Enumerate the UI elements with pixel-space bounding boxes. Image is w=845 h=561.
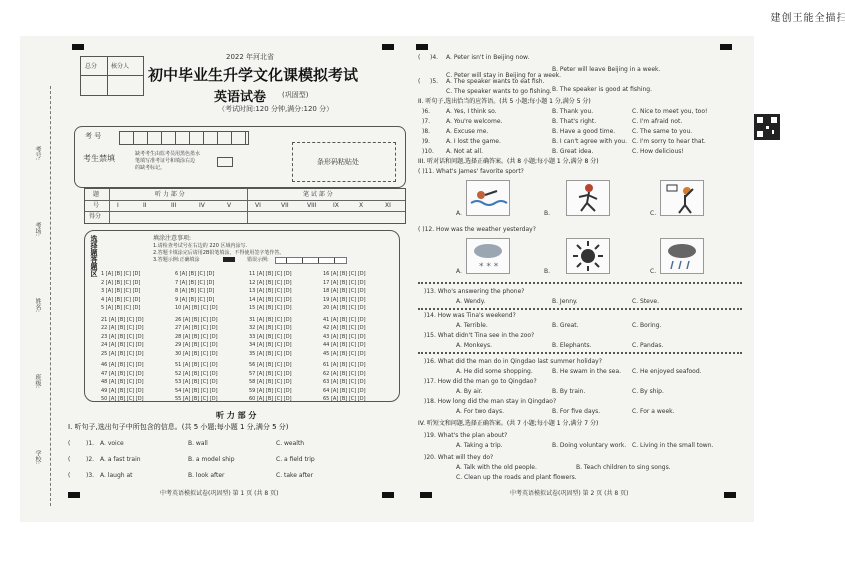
q3-option-a[interactable]: A. laugh at (100, 472, 133, 479)
answer-bubble-group[interactable]: 28 [A] [B] [C] [D] (175, 333, 218, 340)
answer-grid (101, 271, 397, 405)
score-box (80, 56, 144, 96)
section-2-instructions: II. 听句子,选出恰当的应答语。(共 5 小题;每小题 1 分,满分 5 分) (418, 98, 591, 105)
q16-option-a[interactable]: A. He did some shopping. (456, 368, 533, 375)
q19-option-b[interactable]: B. Doing voluntary work. (552, 442, 627, 449)
answer-bubble-group[interactable]: 17 [A] [B] [C] [D] (323, 279, 366, 286)
correct-fill-example (223, 257, 235, 262)
q18-option-c[interactable]: C. For a week. (632, 408, 675, 415)
answer-bubble-group[interactable]: 46 [A] [B] [C] [D] (101, 362, 144, 368)
answer-bubble-group[interactable]: 45 [A] [B] [C] [D] (323, 350, 366, 357)
q20-option-a[interactable]: A. Talk with the old people. (456, 464, 537, 471)
q16-option-b[interactable]: B. He swam in the sea. (552, 368, 622, 375)
q2-bracket: ( (68, 456, 71, 463)
q10-option-c[interactable]: C. How delicious! (632, 148, 684, 155)
answer-bubble-group[interactable]: 21 [A] [B] [C] [D] (101, 316, 144, 323)
q8-option-c[interactable]: C. The same to you. (632, 128, 693, 135)
bubble-row (101, 388, 397, 397)
answer-bubble-group[interactable]: 48 [A] [B] [C] [D] (101, 379, 144, 385)
answer-bubble-group[interactable]: 59 [A] [B] [C] [D] (249, 387, 292, 394)
q17-option-a[interactable]: A. By air. (456, 388, 483, 395)
q12-label-b: B. (544, 268, 551, 275)
q6-option-b[interactable]: B. Thank you. (552, 108, 594, 115)
exam-info: （考试时间:120 分钟,满分:120 分） (218, 105, 334, 113)
q13-question: )13. Who's answering the phone? (424, 288, 525, 295)
q19-option-a[interactable]: A. Taking a trip. (456, 442, 503, 449)
q10-option-a[interactable]: A. Not at all. (446, 148, 484, 155)
score-table-ti: 题 (93, 191, 100, 198)
q4-option-a[interactable]: A. Peter isn't in Beijing now. (446, 54, 530, 61)
sun-icon (567, 239, 609, 273)
score-table-num-1: I (117, 202, 119, 209)
bubble-row (101, 362, 397, 371)
answer-bubble-group[interactable]: 8 [A] [B] [C] [D] (175, 288, 215, 294)
answer-bubble-group[interactable]: 60 [A] [B] [C] [D] (249, 396, 292, 402)
q3-bracket: ( (68, 472, 71, 479)
answer-bubble-group[interactable]: 10 [A] [B] [C] [D] (175, 305, 218, 311)
q12-label-c: C. (650, 268, 657, 275)
score-box-total: 总分 (85, 63, 98, 70)
answer-bubble-group[interactable]: 27 [A] [B] [C] [D] (175, 325, 218, 331)
q17-question: )17. How did the man go to Qingdao? (424, 378, 537, 385)
side-label-name: 姓名: (34, 298, 41, 313)
forbid-text-3: 的缺考标记。 (135, 165, 166, 171)
q13-option-c[interactable]: C. Steve. (632, 298, 660, 305)
q12-question: ( )12. How was the weather yesterday? (418, 226, 536, 233)
answer-bubble-group[interactable]: 42 [A] [B] [C] [D] (323, 325, 366, 331)
registration-mark (420, 492, 432, 498)
answer-bubble-group[interactable]: 50 [A] [B] [C] [D] (101, 396, 144, 402)
qr-code-icon (754, 114, 780, 140)
q17-option-b[interactable]: B. By train. (552, 388, 586, 395)
q18-option-a[interactable]: A. For two days. (456, 408, 505, 415)
exam-title: 初中毕业生升学文化课模拟考试 (148, 66, 359, 84)
answer-bubble-group[interactable]: 15 [A] [B] [C] [D] (249, 305, 292, 311)
q2-option-c[interactable]: C. a field trip (276, 456, 315, 463)
bubble-row (101, 342, 397, 351)
q2-option-a[interactable]: A. a fast train (100, 456, 141, 463)
score-table-num-4: IV (199, 202, 205, 209)
swimming-icon (467, 181, 509, 215)
answer-bubble-group[interactable]: 14 [A] [B] [C] [D] (249, 296, 292, 303)
q18-question: )18. How long did the man stay in Qingdao? (424, 398, 557, 405)
q4-bracket: ( (418, 54, 421, 61)
q6-option-a[interactable]: A. Yes, I think so. (446, 108, 497, 115)
answer-bubble-group[interactable]: 12 [A] [B] [C] [D] (249, 279, 292, 286)
rain-cloud-icon (661, 239, 703, 273)
barcode-area (292, 142, 396, 182)
section-3-instructions: III. 听对话和问题,选择正确答案。(共 8 小题;每小题 1 分,满分 8 分) (418, 158, 599, 165)
right-footer: 中考英语模拟试卷(巩固型) 第 2 页 (共 8 页) (510, 490, 629, 497)
answer-bubble-group[interactable]: 6 [A] [B] [C] [D] (175, 271, 215, 277)
answer-sheet (84, 230, 400, 402)
answer-bubble-group[interactable]: 25 [A] [B] [C] [D] (101, 350, 144, 357)
score-table-num-6: VI (255, 202, 261, 209)
note-3: 3.答题示例:正确填涂 (153, 257, 200, 263)
q4-number: )4. (430, 54, 439, 61)
q15-option-b[interactable]: B. Elephants. (552, 342, 592, 349)
q11-picture-a[interactable] (466, 180, 510, 216)
answer-bubble-group[interactable]: 53 [A] [B] [C] [D] (175, 379, 218, 385)
score-table-num-3: III (171, 202, 177, 209)
answer-bubble-group[interactable]: 20 [A] [B] [C] [D] (323, 305, 366, 311)
bubble-row (101, 297, 397, 306)
answer-bubble-group[interactable]: 43 [A] [B] [C] [D] (323, 333, 366, 340)
answer-bubble-group[interactable]: 64 [A] [B] [C] [D] (323, 387, 366, 394)
q14-option-c[interactable]: C. Boring. (632, 322, 662, 329)
answer-bubble-group[interactable]: 19 [A] [B] [C] [D] (323, 296, 366, 303)
forbid-text-1: 缺考考生由监考员用黑色墨水 (135, 151, 201, 157)
q5-option-c[interactable]: C. The speaker wants to go fishing. (446, 88, 552, 95)
q3-option-b[interactable]: B. look after (188, 472, 225, 479)
answer-bubble-group[interactable]: 29 [A] [B] [C] [D] (175, 342, 218, 348)
score-table-num-11: XI (385, 202, 391, 209)
q11-picture-c[interactable] (660, 180, 704, 216)
q8-option-a[interactable]: A. Excuse me. (446, 128, 489, 135)
q11-label-b: B. (544, 210, 551, 217)
bubble-row (101, 271, 397, 280)
score-table (84, 188, 406, 224)
score-table-written: 笔 试 部 分 (303, 191, 333, 198)
q3-number: )3. (86, 472, 95, 479)
q3-option-c[interactable]: C. take after (276, 472, 314, 479)
answer-bubble-group[interactable]: 49 [A] [B] [C] [D] (101, 387, 144, 394)
q9-option-b[interactable]: B. I can't agree with you. (552, 138, 627, 145)
q7-option-b[interactable]: B. That's right. (552, 118, 597, 125)
q7-option-a[interactable]: A. You're welcome. (446, 118, 503, 125)
q5-number: )5. (430, 78, 439, 85)
q14-question: )14. How was Tina's weekend? (424, 312, 516, 319)
q12-label-a: A. (456, 268, 462, 275)
exam-number-label: 考 号 (85, 132, 102, 140)
q16-option-c[interactable]: C. He enjoyed seafood. (632, 368, 702, 375)
answer-bubble-group[interactable]: 18 [A] [B] [C] [D] (323, 288, 366, 294)
answer-bubble-group[interactable]: 26 [A] [B] [C] [D] (175, 316, 218, 323)
q20-question: )20. What will they do? (424, 454, 494, 461)
bubble-row (101, 396, 397, 405)
answer-bubble-group[interactable]: 58 [A] [B] [C] [D] (249, 379, 292, 385)
q6-number: )6. (422, 108, 431, 115)
answer-bubble-group[interactable]: 13 [A] [B] [C] [D] (249, 288, 292, 294)
answer-bubble-group[interactable]: 62 [A] [B] [C] [D] (323, 370, 366, 377)
bubble-row (101, 371, 397, 380)
answer-bubble-group[interactable]: 33 [A] [B] [C] [D] (249, 333, 292, 340)
bubble-row (101, 334, 397, 343)
answer-bubble-group[interactable]: 11 [A] [B] [C] [D] (249, 271, 292, 277)
wrong-example-label: 错误示例: (247, 257, 269, 263)
q4-option-c[interactable]: C. Peter will stay in Beijing for a week. (446, 72, 562, 79)
answer-bubble-group[interactable]: 47 [A] [B] [C] [D] (101, 370, 144, 377)
q1-option-b[interactable]: B. wall (188, 440, 208, 447)
answer-bubble-group[interactable]: 23 [A] [B] [C] [D] (101, 333, 144, 340)
answer-bubble-group[interactable]: 3 [A] [B] [C] [D] (101, 288, 141, 294)
bubble-row (101, 305, 397, 314)
q12-picture-a[interactable] (466, 238, 510, 274)
section-divider (418, 352, 742, 354)
answer-bubble-group[interactable]: 57 [A] [B] [C] [D] (249, 370, 292, 377)
q20-option-b[interactable]: B. Teach children to sing songs. (576, 464, 671, 471)
listening-title: 听 力 部 分 (216, 410, 257, 420)
bubble-row (101, 280, 397, 289)
answer-bubble-group[interactable]: 22 [A] [B] [C] [D] (101, 325, 144, 331)
answer-bubble-group[interactable]: 9 [A] [B] [C] [D] (175, 296, 215, 303)
score-table-num-5: V (227, 202, 232, 209)
q5-bracket: ( (418, 78, 421, 85)
q2-option-b[interactable]: B. a model ship (188, 456, 235, 463)
q2-number: )2. (86, 456, 95, 463)
q13-option-b[interactable]: B. Jenny. (552, 298, 578, 305)
exam-subtitle: 英语试卷 (214, 90, 267, 105)
score-table-num-7: VII (281, 202, 289, 209)
score-table-num-8: VIII (307, 202, 317, 209)
basketball-icon (661, 181, 703, 215)
bubble-row (101, 379, 397, 388)
q12-picture-c[interactable] (660, 238, 704, 274)
q11-label-a: A. (456, 210, 462, 217)
answer-bubble-group[interactable]: 63 [A] [B] [C] [D] (323, 379, 366, 385)
side-label-school: 学校: (34, 450, 41, 465)
q16-question: )16. What did the man do in Qingdao last summer holiday? (424, 358, 602, 365)
q1-option-a[interactable]: A. voice (100, 440, 124, 447)
q14-option-b[interactable]: B. Great. (552, 322, 579, 329)
q17-option-c[interactable]: C. By ship. (632, 388, 664, 395)
score-box-checker: 核分人 (111, 63, 130, 70)
score-table-hao: 号 (93, 202, 100, 209)
section-divider (418, 308, 742, 310)
answer-bubble-group[interactable]: 16 [A] [B] [C] [D] (323, 271, 366, 277)
q7-option-c[interactable]: C. I'm afraid not. (632, 118, 683, 125)
note-2: 2.答题卡填涂完后请用2B铅笔填涂，不得使用签字笔作答。 (153, 250, 285, 256)
answer-bubble-group[interactable]: 31 [A] [B] [C] [D] (249, 316, 292, 323)
answer-bubble-group[interactable]: 2 [A] [B] [C] [D] (101, 279, 141, 286)
exam-number-cells[interactable] (119, 131, 249, 145)
answer-bubble-group[interactable]: 34 [A] [B] [C] [D] (249, 342, 292, 348)
q13-option-a[interactable]: A. Wendy. (456, 298, 486, 305)
section-1-instructions: I. 听句子,选出句子中所包含的信息。(共 5 小题;每小题 1 分,满分 5 分) (68, 423, 289, 431)
q8-option-b[interactable]: B. Have a good time. (552, 128, 616, 135)
barcode-label: 条形码粘贴处 (317, 158, 359, 166)
answer-bubble-group[interactable]: 32 [A] [B] [C] [D] (249, 325, 292, 331)
side-label-room: 考场: (34, 222, 41, 237)
answer-bubble-group[interactable]: 44 [A] [B] [C] [D] (323, 342, 366, 348)
q19-option-c[interactable]: C. Living in the small town. (632, 442, 714, 449)
province-year: 2022 年河北省 (226, 53, 275, 61)
q5-option-a[interactable]: A. The speaker wants to eat fish. (446, 78, 545, 85)
q19-question: )19. What's the plan about? (424, 432, 508, 439)
side-label-class: 班级: (34, 374, 41, 389)
registration-mark (72, 44, 84, 50)
q7-number: )7. (422, 118, 431, 125)
registration-mark (720, 44, 732, 50)
exam-subtitle-type: (巩固型) (282, 91, 309, 99)
section-4-instructions: IV. 听短文和问题,选择正确答案。(共 7 小题;每小题 1 分,满分 7 分) (418, 420, 599, 427)
q1-number: )1. (86, 440, 95, 447)
answer-bubble-group[interactable]: 7 [A] [B] [C] [D] (175, 279, 215, 286)
bubble-row (101, 351, 397, 360)
answer-bubble-group[interactable]: 54 [A] [B] [C] [D] (175, 387, 218, 394)
answer-bubble-group[interactable]: 55 [A] [B] [C] [D] (175, 396, 218, 402)
q9-option-c[interactable]: C. I'm sorry to hear that. (632, 138, 706, 145)
q10-option-b[interactable]: B. Great idea. (552, 148, 594, 155)
answer-bubble-group[interactable]: 35 [A] [B] [C] [D] (249, 350, 292, 357)
answer-bubble-group[interactable]: 65 [A] [B] [C] [D] (323, 396, 366, 402)
score-table-score: 得分 (89, 213, 102, 220)
forbid-text-2: 笔填写准考证号和填涂右边 (135, 158, 196, 164)
answer-sheet-side-title: 选择题答题区 (90, 235, 99, 277)
scanner-text: 扫描全能王 创建 (768, 12, 845, 22)
q18-option-b[interactable]: B. For five days. (552, 408, 601, 415)
answer-bubble-group[interactable]: 4 [A] [B] [C] [D] (101, 296, 141, 303)
q11-question: ( )11. What's James' favorite sport? (418, 168, 524, 175)
section-divider (418, 282, 742, 284)
q1-option-c[interactable]: C. wealth (276, 440, 305, 447)
answer-bubble-group[interactable]: 56 [A] [B] [C] [D] (249, 362, 292, 368)
q5-option-b[interactable]: B. The speaker is good at fishing. (552, 86, 653, 93)
score-table-num-2: II (143, 202, 147, 209)
forbid-label: 考生禁填 (83, 154, 115, 163)
q15-option-c[interactable]: C. Pandas. (632, 342, 664, 349)
registration-mark (416, 44, 428, 50)
score-table-num-9: IX (333, 202, 339, 209)
q1-bracket: ( (68, 440, 71, 447)
absent-mark-box[interactable] (217, 157, 233, 167)
q4-option-b[interactable]: B. Peter will leave Beijing in a week. (552, 66, 661, 73)
q11-picture-b[interactable] (566, 180, 610, 216)
q15-option-a[interactable]: A. Monkeys. (456, 342, 492, 349)
side-label-exam-no: 考号: (34, 146, 41, 161)
notes-title: 填涂注意事项: (153, 235, 192, 242)
registration-mark (382, 492, 394, 498)
running-icon (567, 181, 609, 215)
wrong-fill-examples (275, 257, 347, 264)
registration-mark (724, 492, 736, 498)
registration-mark (382, 44, 394, 50)
q12-picture-b[interactable] (566, 238, 610, 274)
bubble-row (101, 288, 397, 297)
exam-paper (20, 36, 754, 522)
answer-bubble-group[interactable]: 24 [A] [B] [C] [D] (101, 342, 144, 348)
bubble-row (101, 317, 397, 326)
q14-option-a[interactable]: A. Terrible. (456, 322, 488, 329)
q6-option-c[interactable]: C. Nice to meet you, too! (632, 108, 708, 115)
q11-label-c: C. (650, 210, 657, 217)
left-footer: 中考英语模拟试卷(巩固型) 第 1 页 (共 8 页) (160, 490, 279, 497)
answer-bubble-group[interactable]: 5 [A] [B] [C] [D] (101, 305, 141, 311)
q10-number: )10. (422, 148, 434, 155)
snow-cloud-icon (467, 239, 509, 273)
note-1: 1.请检查考试号在右边的 220 区域内涂写. (153, 243, 248, 249)
bubble-row (101, 325, 397, 334)
svg-text:* * *: * * * (479, 262, 499, 272)
q15-question: )15. What didn't Tina see in the zoo? (424, 332, 535, 339)
answer-bubble-group[interactable]: 1 [A] [B] [C] [D] (101, 271, 141, 277)
answer-bubble-group[interactable]: 51 [A] [B] [C] [D] (175, 362, 218, 368)
q9-number: )9. (422, 138, 431, 145)
answer-bubble-group[interactable]: 41 [A] [B] [C] [D] (323, 316, 366, 323)
registration-mark (68, 492, 80, 498)
score-table-num-10: X (359, 202, 364, 209)
answer-bubble-group[interactable]: 30 [A] [B] [C] [D] (175, 350, 218, 357)
answer-bubble-group[interactable]: 61 [A] [B] [C] [D] (323, 362, 366, 368)
answer-bubble-group[interactable]: 52 [A] [B] [C] [D] (175, 370, 218, 377)
score-table-listening: 听 力 部 分 (155, 191, 185, 198)
q8-number: )8. (422, 128, 431, 135)
q20-option-c[interactable]: C. Clean up the roads and plant flowers. (456, 474, 577, 481)
binding-line (50, 86, 51, 506)
q9-option-a[interactable]: A. I lost the game. (446, 138, 501, 145)
